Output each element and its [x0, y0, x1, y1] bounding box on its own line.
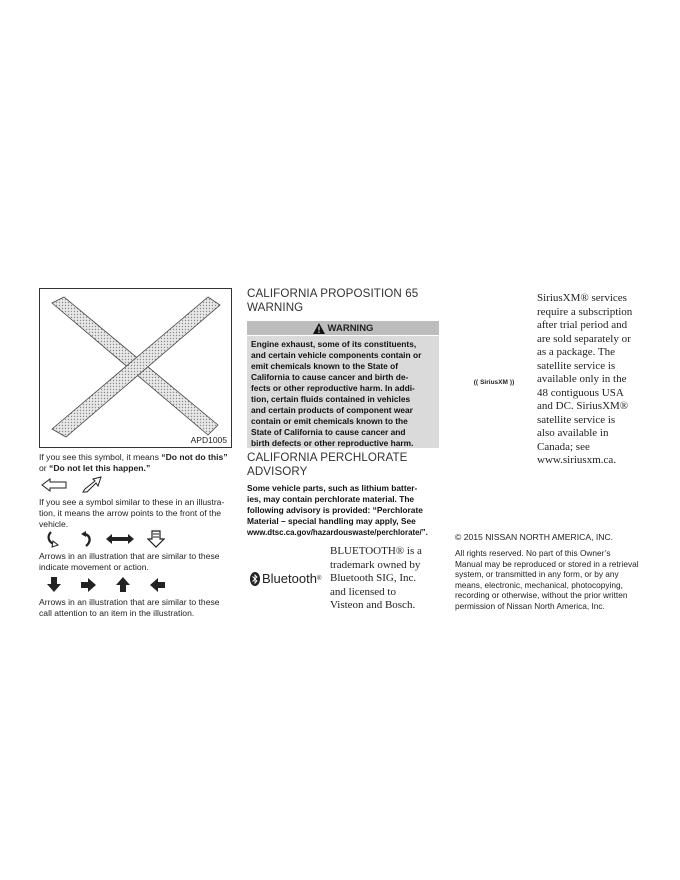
bluetooth-logo: Bluetooth ®	[250, 571, 321, 586]
warning-line: contain or emit chemicals known to the	[251, 416, 408, 426]
rights-line: system, or transmitted in any form, or by any	[455, 569, 619, 579]
warning-line: birth defects or other reproductive harm.	[251, 438, 414, 448]
p1-mid: or	[39, 463, 50, 473]
bluetooth-line: Bluetooth SIG, Inc.	[330, 572, 417, 584]
p1-prefix: If you see this symbol, it means	[39, 452, 162, 462]
bluetooth-wordmark: Bluetooth	[262, 571, 317, 586]
curved-arrow-right-icon	[77, 530, 95, 548]
siriusxm-line: as a package. The	[537, 346, 615, 358]
p3-line-1: Arrows in an illustration that are similar to these	[39, 551, 220, 561]
rights-line: recording or otherwise, without the prior written	[455, 590, 628, 600]
siriusxm-line[interactable]: www.siriusxm.ca.	[537, 454, 617, 466]
siriusxm-logo: (( SiriusXM ))	[473, 378, 515, 386]
perchlorate-line: Some vehicle parts, such as lithium batter-	[247, 483, 418, 493]
symbol-meaning-paragraph	[39, 452, 239, 474]
siriusxm-line: after trial period and	[537, 319, 628, 331]
warning-line: emit chemicals known to the State of	[251, 361, 399, 371]
warning-line: State of California to cause cancer and	[251, 427, 406, 437]
rights-line: Manual may be reproduced or stored in a retrieval	[455, 558, 639, 569]
bluetooth-line: Visteon and Bosch.	[330, 599, 416, 611]
warning-header-bar	[247, 321, 439, 335]
bluetooth-line: BLUETOOTH® is a	[330, 545, 422, 557]
perchlorate-line[interactable]: www.dtsc.ca.gov/hazardouswaste/perchlorate/”.	[247, 528, 428, 537]
front-arrow-paragraph	[39, 497, 239, 530]
prop65-heading	[247, 287, 418, 314]
warning-label: WARNING	[327, 322, 374, 334]
down-arrow-icon	[47, 577, 61, 592]
down-striped-arrow-icon	[147, 530, 165, 548]
siriusxm-line: require a subscription	[537, 305, 633, 318]
p2-line-2: tion, it means the arrow points to the front of the	[39, 508, 222, 518]
p1-bold-do-not-do-this: “Do not do this”	[161, 452, 228, 462]
warning-line: California to cause cancer and birth de-	[251, 372, 409, 382]
bluetooth-paragraph	[330, 545, 440, 613]
attention-arrow-paragraph	[39, 597, 239, 619]
x-cross-icon	[40, 289, 231, 447]
movement-arrow-icons	[45, 530, 165, 548]
p2-line-1: If you see a symbol similar to these in an illustra-	[39, 497, 225, 507]
warning-line: tion, certain fluids contained in vehicles	[251, 394, 411, 404]
siriusxm-wordmark: SiriusXM	[480, 378, 508, 386]
siriusxm-line: also available in	[537, 427, 609, 439]
double-headed-arrow-icon	[105, 533, 135, 545]
prop65-heading-line-1: CALIFORNIA PROPOSITION 65	[247, 287, 419, 300]
figure-code: APD1005	[190, 435, 227, 445]
warning-triangle-icon	[313, 323, 325, 334]
rights-line: permission of Nissan North America, Inc.	[455, 600, 605, 611]
p2-line-3: vehicle.	[39, 519, 69, 529]
p4-line-1: Arrows in an illustration that are similar to these	[39, 597, 220, 607]
right-arrow-icon	[81, 578, 96, 592]
rights-line: means, electronic, mechanical, photocopying,	[455, 579, 623, 590]
siriusxm-line: Canada; see	[537, 440, 590, 453]
siriusxm-line: and DC. SiriusXM®	[537, 400, 629, 412]
front-arrow-icons	[41, 476, 103, 494]
siriusxm-line: satellite service is	[537, 413, 616, 426]
siriusxm-line: 48 contiguous USA	[537, 386, 624, 399]
bluetooth-line: and licensed to	[330, 585, 396, 598]
siriusxm-line: satellite service is	[537, 359, 616, 372]
left-arrow-icon	[150, 578, 165, 592]
up-arrow-icon	[116, 577, 130, 592]
do-not-symbol-figure	[39, 288, 232, 448]
warning-line: fects or other reproductive harm. In addi-	[251, 383, 415, 393]
siriusxm-line: available only in the	[537, 373, 627, 385]
p4-line-2: call attention to an item in the illustration.	[39, 608, 195, 618]
perchlorate-line: Material – special handling may apply, See	[247, 516, 416, 526]
perchlorate-heading-line-2: ADVISORY	[247, 464, 308, 478]
movement-arrow-paragraph	[39, 551, 239, 573]
curved-arrow-left-icon	[45, 530, 63, 548]
diagonal-outline-arrow-icon	[81, 476, 103, 494]
warning-line: and certain vehicle components contain or	[251, 350, 422, 360]
bluetooth-line: trademark owned by	[330, 558, 421, 571]
copyright-line: © 2015 NISSAN NORTH AMERICA, INC.	[455, 532, 614, 542]
warning-line: Engine exhaust, some of its constituents,	[251, 339, 417, 349]
prop65-warning-box	[247, 336, 439, 448]
perchlorate-heading-line-1: CALIFORNIA PERCHLORATE	[247, 451, 408, 464]
prop65-heading-line-2: WARNING	[247, 300, 304, 314]
warning-line: and certain products of component wear	[251, 405, 413, 415]
siriusxm-paragraph	[537, 292, 657, 468]
p1-bold-do-not-let-happen: “Do not let this happen.”	[49, 463, 151, 473]
perchlorate-line: following advisory is provided: “Perchlorate	[247, 505, 423, 515]
left-outline-arrow-icon	[41, 478, 67, 492]
bluetooth-rune-icon	[250, 572, 260, 586]
perchlorate-line: ies, may contain perchlorate material. The	[247, 494, 415, 504]
perchlorate-heading	[247, 451, 407, 478]
siriusxm-line: SiriusXM® services	[537, 292, 627, 304]
siriusxm-line: are sold separately or	[537, 332, 631, 345]
p3-line-2: indicate movement or action.	[39, 562, 149, 572]
rights-paragraph	[455, 548, 646, 611]
perchlorate-paragraph	[247, 483, 439, 538]
rights-line: All rights reserved. No part of this Owner’s	[455, 548, 611, 558]
attention-arrow-icons	[47, 577, 165, 592]
